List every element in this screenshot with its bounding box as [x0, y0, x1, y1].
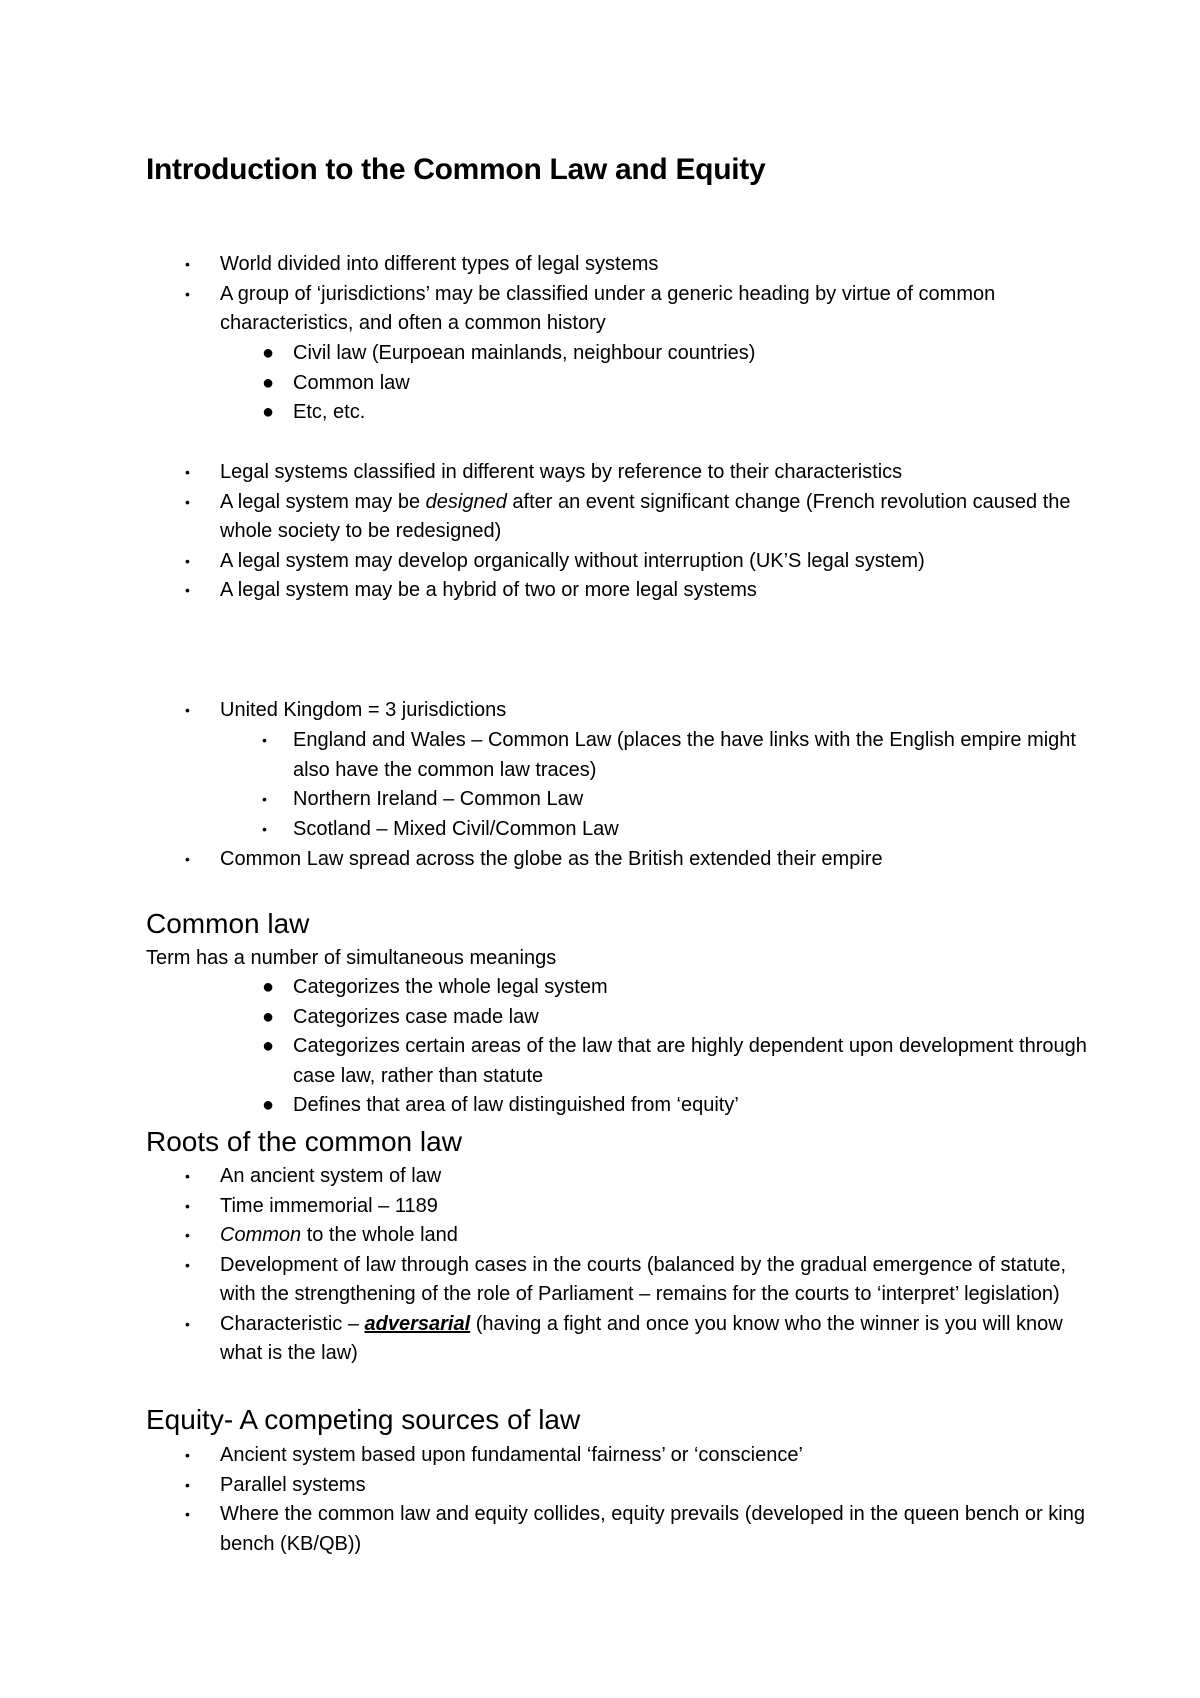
bullet-icon: ● [262, 1094, 275, 1116]
list-item: ● Defines that area of law distinguished from ‘equity’ [293, 1091, 1093, 1121]
bullet-icon: • [262, 732, 267, 748]
list-item: • World divided into different types of legal systems [220, 250, 1100, 280]
bullet-icon: • [185, 1168, 190, 1184]
list-item: • Time immemorial – 1189 [220, 1192, 1100, 1222]
list-item: • Ancient system based upon fundamental ‘fairness’ or ‘conscience’ [220, 1441, 1100, 1471]
list-item: • A legal system may develop organically without interruption (UK’S legal system) [220, 547, 1100, 577]
list-item: • An ancient system of law [220, 1162, 1100, 1192]
bullet-icon: • [185, 493, 190, 510]
bullet-icon: • [185, 851, 190, 867]
bullet-icon: • [185, 702, 190, 718]
common-law-intro: Term has a number of simultaneous meanings [146, 947, 557, 969]
intro-list [185, 250, 1100, 339]
bullet-icon: • [185, 256, 190, 272]
bullet-icon: • [185, 1506, 190, 1522]
bullet-icon: • [185, 552, 190, 569]
uk-list-continued [185, 845, 1100, 875]
list-item: • Scotland – Mixed Civil/Common Law [293, 815, 1093, 845]
bullet-icon: • [262, 791, 267, 807]
list-item: ● Common law [293, 369, 1093, 399]
common-law-meanings-list [262, 973, 1093, 1121]
list-item: • Common to the whole land [220, 1221, 1100, 1251]
list-item: ● Civil law (Eurpoean mainlands, neighbour countries) [293, 339, 1093, 369]
bullet-icon: ● [262, 401, 275, 423]
uk-jurisdictions-list [185, 696, 1100, 726]
bullet-icon: • [262, 820, 267, 837]
bullet-icon: ● [262, 1035, 275, 1057]
list-item: ● Categorizes certain areas of the law that are highly dependent upon development through case law, rather than statute [293, 1032, 1093, 1091]
bullet-icon: • [185, 1447, 190, 1463]
list-item: • Development of law through cases in the courts (balanced by the gradual emergence of statute, with the strengthening of the role of Parliament – remains for the courts to ‘interpret’ legislation) [220, 1251, 1100, 1310]
list-item: • Northern Ireland – Common Law [293, 785, 1093, 815]
list-item: • England and Wales – Common Law (places the have links with the English empire might also have the common law traces) [293, 726, 1093, 785]
bullet-icon: • [185, 285, 190, 302]
bullet-icon: • [185, 1227, 190, 1243]
bullet-icon: • [185, 1476, 190, 1493]
uk-sub-list [262, 726, 1093, 844]
roots-list [185, 1162, 1100, 1369]
bullet-icon: • [185, 1256, 190, 1273]
bullet-icon: • [185, 1315, 190, 1332]
equity-heading: Equity- A competing sources of law [146, 1404, 581, 1435]
list-item: ● Categorizes the whole legal system [293, 973, 1093, 1003]
bullet-icon: ● [262, 976, 275, 998]
list-item: • Parallel systems [220, 1471, 1100, 1501]
list-item: • Where the common law and equity collides, equity prevails (developed in the queen bench or king bench (KB/QB)) [220, 1500, 1100, 1559]
bullet-icon: ● [262, 371, 275, 394]
legal-system-types-list [262, 339, 1093, 428]
list-item: • A legal system may be a hybrid of two or more legal systems [220, 576, 1100, 606]
bullet-icon: ● [262, 342, 275, 364]
bullet-icon: • [185, 1197, 190, 1214]
list-item: ● Categorizes case made law [293, 1003, 1093, 1033]
roots-heading: Roots of the common law [146, 1126, 462, 1157]
equity-list [185, 1441, 1100, 1559]
common-law-heading: Common law [146, 908, 310, 939]
bullet-icon: • [185, 464, 190, 480]
list-item: • Legal systems classified in different ways by reference to their characteristics [220, 458, 1100, 488]
bullet-icon: ● [262, 1005, 275, 1028]
document-title: Introduction to the Common Law and Equity [146, 153, 766, 186]
bullet-icon: • [185, 582, 190, 598]
list-item: • United Kingdom = 3 jurisdictions [220, 696, 1100, 726]
list-item: • A legal system may be designed after an event significant change (French revolution caused the whole society to be redesigned) [220, 488, 1100, 547]
list-item: • A group of ‘jurisdictions’ may be classified under a generic heading by virtue of common characteristics, and often a common history [220, 280, 1100, 339]
classification-list [185, 458, 1100, 606]
list-item: ● Etc, etc. [293, 398, 1093, 428]
list-item: • Common Law spread across the globe as the British extended their empire [220, 845, 1100, 875]
list-item: • Characteristic – adversarial (having a fight and once you know who the winner is you will know what is the law) [220, 1310, 1100, 1369]
